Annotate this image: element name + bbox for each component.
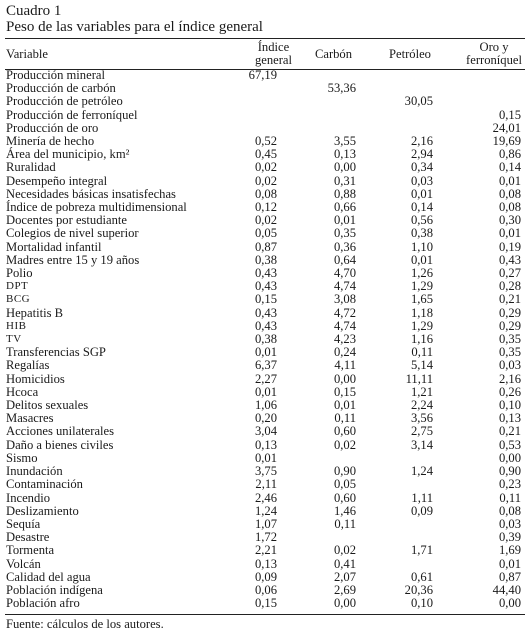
variable-name-cell: Tormenta: [6, 543, 55, 558]
header-carbon: Carbón: [314, 46, 353, 61]
table-row: [5, 359, 525, 372]
indice-general-cell: 0,43: [254, 305, 277, 320]
petroleo-cell: 5,14: [410, 358, 433, 373]
petroleo-cell: 0,38: [410, 226, 433, 241]
oro-ferroniquel-cell: 0,43: [498, 252, 521, 267]
oro-ferroniquel-cell: 0,11: [499, 490, 521, 505]
indice-general-cell: 0,08: [254, 186, 277, 201]
oro-ferroniquel-cell: 0,01: [498, 556, 521, 571]
table-row: [5, 241, 525, 254]
oro-ferroniquel-cell: 0,86: [498, 147, 521, 162]
variable-name-cell: Mortalidad infantil: [6, 239, 102, 254]
petroleo-cell: 2,24: [410, 398, 433, 413]
variable-name-cell: Área del municipio, km²: [6, 147, 130, 162]
petroleo-cell: 1,11: [411, 490, 433, 505]
variable-name-cell: Colegios de nivel superior: [6, 226, 139, 241]
indice-general-cell: 1,07: [254, 516, 277, 531]
header-oro-line1: Oro y: [479, 40, 509, 54]
indice-general-cell: [221, 95, 295, 108]
table-row: [5, 293, 525, 306]
indice-general-cell: 0,15: [254, 292, 277, 307]
indice-general-cell: 2,46: [254, 490, 277, 505]
table-header-row: [5, 39, 525, 69]
carbon-cell: 0,00: [333, 371, 356, 386]
carbon-cell: 0,60: [333, 490, 356, 505]
oro-ferroniquel-cell: [448, 82, 525, 95]
petroleo-cell: 1,18: [410, 305, 433, 320]
table-caption: [6, 3, 263, 35]
petroleo-cell: [372, 109, 448, 122]
petroleo-cell: 2,94: [410, 147, 433, 162]
petroleo-cell: 20,36: [404, 582, 433, 597]
petroleo-cell: 0,11: [411, 345, 433, 360]
indice-general-cell: 2,11: [255, 477, 277, 492]
carbon-cell: 0,88: [333, 186, 356, 201]
variable-name-cell: Población afro: [6, 596, 80, 611]
oro-ferroniquel-cell: 2,16: [498, 371, 521, 386]
carbon-cell: 1,46: [333, 503, 356, 518]
variable-name-cell: Incendio: [6, 490, 51, 505]
carbon-cell: 0,01: [333, 398, 356, 413]
oro-ferroniquel-cell: 0,00: [498, 596, 521, 611]
oro-ferroniquel-cell: 0,19: [498, 239, 521, 254]
petroleo-cell: 1,16: [410, 332, 433, 347]
petroleo-cell: 0,10: [410, 596, 433, 611]
carbon-cell: 0,00: [333, 596, 356, 611]
carbon-cell: 4,70: [333, 266, 356, 281]
petroleo-cell: 1,29: [410, 279, 433, 294]
indice-general-cell: 0,09: [254, 569, 277, 584]
table-body: [5, 69, 525, 610]
petroleo-cell: 0,09: [410, 503, 433, 518]
carbon-cell: 0,64: [333, 252, 356, 267]
oro-ferroniquel-cell: 0,03: [498, 358, 521, 373]
variable-name-cell: Masacres: [6, 411, 54, 426]
indice-general-cell: 0,01: [254, 450, 277, 465]
variable-name-cell: Calidad del agua: [6, 569, 91, 584]
table-row: [5, 439, 525, 452]
indice-general-cell: [221, 82, 295, 95]
oro-ferroniquel-cell: 0,26: [498, 384, 521, 399]
petroleo-cell: 11,11: [405, 371, 433, 386]
table-row: [5, 175, 525, 188]
header-oro-ferroniquel: [448, 39, 525, 69]
petroleo-cell: 1,24: [410, 464, 433, 479]
indice-general-cell: 0,01: [254, 345, 277, 360]
indice-general-cell: [221, 109, 295, 122]
header-indice-line1: Índice: [257, 40, 290, 54]
variable-name-cell: Deslizamiento: [6, 503, 79, 518]
variable-name-cell: Población indígena: [6, 582, 103, 597]
oro-ferroniquel-cell: 0,90: [498, 464, 521, 479]
indice-general-cell: 0,13: [254, 437, 277, 452]
oro-ferroniquel-cell: 0,30: [498, 213, 521, 228]
petroleo-cell: 30,05: [404, 94, 433, 109]
table-row: [5, 544, 525, 557]
carbon-cell: 0,02: [333, 437, 356, 452]
table-row: [5, 597, 525, 610]
oro-ferroniquel-cell: 0,00: [498, 450, 521, 465]
variable-name-cell: Producción de oro: [6, 120, 99, 135]
oro-ferroniquel-cell: 0,10: [498, 398, 521, 413]
variable-name-cell: Índice de pobreza multidimensional: [6, 200, 187, 215]
petroleo-cell: 0,01: [410, 252, 433, 267]
oro-ferroniquel-cell: 0,29: [498, 318, 521, 333]
table-row: [5, 95, 525, 108]
oro-ferroniquel-cell: 0,21: [498, 424, 521, 439]
carbon-cell: 3,55: [333, 134, 356, 149]
variable-name-cell: Volcán: [6, 556, 41, 571]
indice-general-cell: 3,04: [254, 424, 277, 439]
carbon-cell: 0,01: [333, 213, 356, 228]
oro-ferroniquel-cell: 0,01: [498, 226, 521, 241]
oro-ferroniquel-cell: 0,08: [498, 503, 521, 518]
source-note: Fuente: cálculos de los autores.: [6, 617, 164, 631]
table-row: [5, 227, 525, 240]
indice-general-cell: 0,43: [254, 318, 277, 333]
variable-name-cell: Necesidades básicas insatisfechas: [6, 186, 176, 201]
indice-general-cell: 0,02: [254, 160, 277, 175]
carbon-cell: 4,72: [333, 305, 356, 320]
indice-general-cell: 0,38: [254, 332, 277, 347]
variable-name-cell: Sismo: [6, 450, 38, 465]
petroleo-cell: 3,56: [410, 411, 433, 426]
oro-ferroniquel-cell: 0,53: [498, 437, 521, 452]
petroleo-cell: 0,34: [410, 160, 433, 175]
petroleo-cell: [372, 518, 448, 531]
oro-ferroniquel-cell: 0,35: [498, 345, 521, 360]
petroleo-cell: 1,10: [410, 239, 433, 254]
variable-name-cell: Sequía: [6, 516, 41, 531]
table-row: [5, 505, 525, 518]
indice-general-cell: 1,72: [254, 530, 277, 545]
oro-ferroniquel-cell: 0,87: [498, 569, 521, 584]
oro-ferroniquel-cell: 0,13: [498, 411, 521, 426]
oro-ferroniquel-cell: 24,01: [492, 120, 521, 135]
variable-name-cell: Desastre: [6, 530, 50, 545]
petroleo-cell: 0,56: [410, 213, 433, 228]
oro-ferroniquel-cell: 0,35: [498, 332, 521, 347]
carbon-cell: 0,41: [333, 556, 356, 571]
carbon-cell: 0,02: [333, 543, 356, 558]
carbon-cell: [295, 109, 372, 122]
table-title: Peso de las variables para el índice general: [6, 19, 263, 35]
carbon-cell: 4,74: [333, 279, 356, 294]
petroleo-cell: [372, 531, 448, 544]
variable-name-cell: Producción de petróleo: [6, 94, 123, 109]
indice-general-cell: 0,05: [254, 226, 277, 241]
oro-ferroniquel-cell: 0,08: [498, 200, 521, 215]
variable-name-cell: Minería de hecho: [6, 134, 95, 149]
oro-ferroniquel-cell: 0,14: [498, 160, 521, 175]
indice-general-cell: 0,06: [254, 582, 277, 597]
table-row: [5, 571, 525, 584]
petroleo-cell: 0,01: [410, 186, 433, 201]
carbon-cell: 0,13: [333, 147, 356, 162]
petroleo-cell: [372, 122, 448, 135]
petroleo-cell: [372, 478, 448, 491]
table-row: [5, 307, 525, 320]
carbon-cell: 0,66: [333, 200, 356, 215]
oro-ferroniquel-cell: 1,69: [498, 543, 521, 558]
variable-name-cell: Transferencias SGP: [6, 345, 106, 360]
indice-general-cell: 0,02: [254, 173, 277, 188]
petroleo-cell: 1,26: [410, 266, 433, 281]
petroleo-cell: 3,14: [410, 437, 433, 452]
variable-name-cell: HIB: [6, 319, 27, 332]
indice-general-cell: 0,02: [254, 213, 277, 228]
carbon-cell: [295, 95, 372, 108]
variable-name-cell: BCG: [6, 293, 31, 306]
petroleo-cell: [372, 452, 448, 465]
petroleo-cell: 1,65: [410, 292, 433, 307]
petroleo-cell: 2,16: [410, 134, 433, 149]
indice-general-cell: 0,38: [254, 252, 277, 267]
carbon-cell: 0,90: [333, 464, 356, 479]
carbon-cell: 0,24: [333, 345, 356, 360]
indice-general-cell: 2,27: [254, 371, 277, 386]
variable-name-cell: Producción mineral: [6, 68, 105, 82]
variable-name-cell: Contaminación: [6, 477, 83, 492]
carbon-cell: 0,11: [334, 516, 356, 531]
oro-ferroniquel-cell: 0,28: [498, 279, 521, 294]
variable-name-cell: Ruralidad: [6, 160, 56, 175]
carbon-cell: 0,31: [333, 173, 356, 188]
variable-name-cell: Acciones unilaterales: [6, 424, 115, 439]
oro-ferroniquel-cell: 0,21: [498, 292, 521, 307]
variable-name-cell: Inundación: [6, 464, 63, 479]
header-petroleo: Petróleo: [389, 46, 431, 61]
indice-general-cell: 1,06: [254, 398, 277, 413]
petroleo-cell: 0,03: [410, 173, 433, 188]
petroleo-cell: 1,71: [410, 543, 433, 558]
table-row: [5, 161, 525, 174]
carbon-cell: 0,05: [333, 477, 356, 492]
indice-general-cell: 0,52: [254, 134, 277, 149]
indice-general-cell: 3,75: [254, 464, 277, 479]
variable-name-cell: Polio: [6, 266, 33, 281]
indice-general-cell: 67,19: [248, 68, 277, 82]
carbon-cell: 3,08: [333, 292, 356, 307]
carbon-cell: 2,07: [333, 569, 356, 584]
carbon-cell: 0,15: [333, 384, 356, 399]
oro-ferroniquel-cell: 0,29: [498, 305, 521, 320]
variable-name-cell: Madres entre 15 y 19 años: [6, 252, 140, 267]
header-indice-general: [221, 39, 295, 69]
carbon-cell: 4,11: [334, 358, 356, 373]
petroleo-cell: 0,61: [410, 569, 433, 584]
variable-name-cell: Regalías: [6, 358, 50, 373]
table-row: [5, 478, 525, 491]
indice-general-cell: 0,15: [254, 596, 277, 611]
indice-general-cell: 0,12: [254, 200, 277, 215]
variable-name-cell: Daño a bienes civiles: [6, 437, 114, 452]
header-indice-line2: general: [254, 53, 292, 67]
indice-general-cell: 0,20: [254, 411, 277, 426]
variable-name-cell: Producción de carbón: [6, 81, 116, 96]
indice-general-cell: 2,21: [254, 543, 277, 558]
carbon-cell: 0,36: [333, 239, 356, 254]
indice-general-cell: 1,24: [254, 503, 277, 518]
table-row: [5, 492, 525, 505]
indice-general-cell: 0,45: [254, 147, 277, 162]
petroleo-cell: 1,21: [410, 384, 433, 399]
petroleo-cell: [372, 558, 448, 571]
indice-general-cell: 0,43: [254, 266, 277, 281]
oro-ferroniquel-cell: 0,08: [498, 186, 521, 201]
indice-general-cell: 0,01: [254, 384, 277, 399]
header-variable: Variable: [6, 46, 48, 61]
table-row: [5, 425, 525, 438]
variable-name-cell: DPT: [6, 280, 29, 293]
carbon-cell: 4,23: [333, 332, 356, 347]
variable-name-cell: Delitos sexuales: [6, 398, 89, 413]
oro-ferroniquel-cell: [448, 95, 525, 108]
oro-ferroniquel-cell: 0,23: [498, 477, 521, 492]
indice-general-cell: 0,87: [254, 239, 277, 254]
petroleo-cell: [372, 69, 448, 82]
oro-ferroniquel-cell: 0,27: [498, 266, 521, 281]
carbon-cell: 0,11: [334, 411, 356, 426]
indice-general-cell: 0,13: [254, 556, 277, 571]
bottom-rule: [5, 614, 525, 615]
indice-general-cell: 0,43: [254, 279, 277, 294]
oro-ferroniquel-cell: 0,15: [498, 107, 521, 122]
oro-ferroniquel-cell: 0,01: [498, 173, 521, 188]
variable-name-cell: Hcoca: [6, 384, 39, 399]
carbon-cell: 4,74: [333, 318, 356, 333]
carbon-cell: 53,36: [327, 81, 356, 96]
variable-name-cell: TV: [6, 333, 22, 346]
carbon-cell: 0,35: [333, 226, 356, 241]
oro-ferroniquel-cell: 0,39: [498, 530, 521, 545]
petroleo-cell: 2,75: [410, 424, 433, 439]
variable-name-cell: Docentes por estudiante: [6, 213, 127, 228]
oro-ferroniquel-cell: [448, 69, 525, 82]
carbon-cell: 0,00: [333, 160, 356, 175]
oro-ferroniquel-cell: 0,03: [498, 516, 521, 531]
variable-name-cell: Producción de ferroníquel: [6, 107, 138, 122]
oro-ferroniquel-cell: 44,40: [492, 582, 521, 597]
table-row: [5, 558, 525, 571]
indice-general-cell: 6,37: [254, 358, 277, 373]
weights-table: [5, 39, 525, 610]
table-row: [5, 373, 525, 386]
variable-name-cell: Desempeño integral: [6, 173, 108, 188]
carbon-cell: 2,69: [333, 582, 356, 597]
oro-ferroniquel-cell: 19,69: [492, 134, 521, 149]
variable-name-cell: Hepatitis B: [6, 305, 64, 320]
variable-name-cell: Homicidios: [6, 371, 65, 386]
table-row: [5, 109, 525, 122]
petroleo-cell: 1,29: [410, 318, 433, 333]
table-number: Cuadro 1: [6, 3, 62, 19]
header-oro-line2: ferroníquel: [466, 53, 522, 67]
carbon-cell: 0,60: [333, 424, 356, 439]
petroleo-cell: 0,14: [410, 200, 433, 215]
